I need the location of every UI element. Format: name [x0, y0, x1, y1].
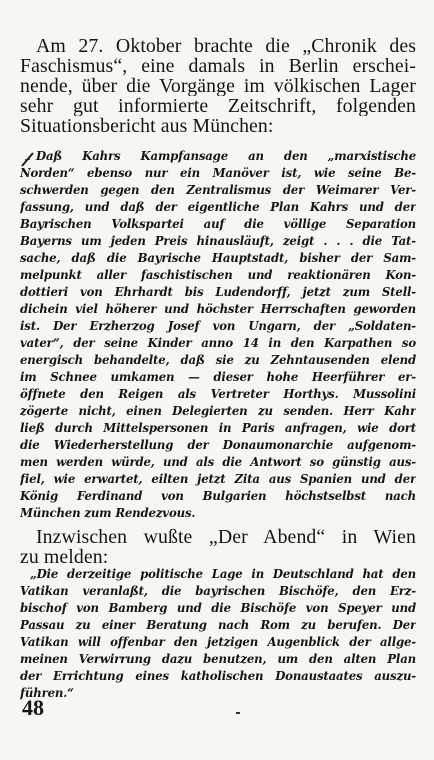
quote-line: Daß Kahrs Kampfansage an den „marxistische — [36, 149, 416, 163]
quote-line: Vatikan veranlaßt, die bayrischen Bischöfe, den Erz- — [20, 584, 416, 598]
quote-line: Passau zu einer Beratung nach Rom zu berufen. Der — [20, 618, 416, 632]
quote-abend — [20, 566, 416, 702]
quote-line: Vatikan will offenbar den jetzigen Augenblick der allge- — [20, 635, 416, 649]
intro-line: nende, über die Vorgänge im völkischen Lager — [20, 76, 416, 96]
quote-line: öffnete den Reigen als Vertreter Horthys. Mussolini — [20, 387, 416, 401]
middle-line: zu melden: — [20, 547, 109, 567]
quote-line: die Wiederherstellung der Donaumonarchie aufgenom- — [20, 438, 416, 452]
quote-line: ließ durch Mittelspersonen in Paris anfragen, wie dort — [20, 421, 416, 435]
quote-line: dottieri von Ehrhardt bis Ludendorff, jetzt zum Stell- — [20, 285, 416, 299]
intro-paragraph — [20, 36, 416, 136]
page-number: 48 — [22, 695, 44, 720]
quote-line: ist. Der Erzherzog Josef von Ungarn, der „Soldaten- — [20, 319, 416, 333]
quote-line: Norden“ ebenso nur ein Manöver ist, wie seine Be- — [20, 166, 416, 180]
quote-line: Bayrischen Volkspartei auf die völlige Separation — [20, 217, 416, 231]
quote-line: führen.“ — [20, 686, 74, 700]
quote-line: vater“, der seine Kinder anno 14 in den Karpathen so — [20, 336, 416, 350]
quote-line: „Die derzeitige politische Lage in Deutschland hat den — [30, 567, 416, 581]
quote-line: sache, daß die Bayrische Hauptstadt, bisher der Sam- — [20, 251, 416, 265]
quote-line: im Schnee umkamen — dieser hohe Heerführer er- — [20, 370, 416, 384]
quote-line: zögerte nicht, einen Delegierten zu senden. Herr Kahr — [20, 404, 416, 418]
intro-line: Am 27. Oktober brachte die „Chronik des — [36, 36, 416, 56]
quote-line: fassung, und daß der eigentliche Plan Kahrs und der — [20, 200, 416, 214]
intro-line: sehr gut informierte Zeitschrift, folgenden — [20, 96, 416, 116]
quote-line: melpunkt aller faschistischen und reaktionären Kon- — [20, 268, 416, 282]
quote-line: der Errichtung eines katholischen Donaustaates auszu- — [20, 669, 416, 683]
print-speck — [236, 712, 240, 714]
quote-line: bischof von Bamberg und die Bischöfe von Speyer und — [20, 601, 416, 615]
middle-line: Inzwischen wußte „Der Abend“ in Wien — [36, 527, 416, 547]
quote-line: fiel, wie erwartet, eilten jetzt Zita aus Spanien und der — [20, 472, 416, 486]
quote-line: dichein viel höherer und höchster Herrschaften geworden — [20, 302, 416, 316]
middle-paragraph — [20, 527, 416, 567]
quote-line: Bayerns um jeden Preis hinausläuft, zeigt . . . die Tat- — [20, 234, 416, 248]
quote-line: schwerden gegen den Zentralismus der Weimarer Ver- — [20, 183, 416, 197]
quote-line: König Ferdinand von Bulgarien höchstselbst nach — [20, 489, 416, 503]
quote-line: men werden würde, und als die Antwort so günstig aus- — [20, 455, 416, 469]
quote-line: energisch behandelte, daß sie zu Zehntausenden elend — [20, 353, 416, 367]
intro-line: Faschismus“, eine damals in Berlin erschei- — [20, 56, 416, 76]
intro-line: Situationsbericht aus München: — [20, 116, 274, 136]
quote-chronik — [20, 148, 416, 522]
quote-line: München zum Rendezvous. — [20, 506, 196, 520]
quote-line: meinen Verwirrung dazu benutzen, um den alten Plan — [20, 652, 416, 666]
